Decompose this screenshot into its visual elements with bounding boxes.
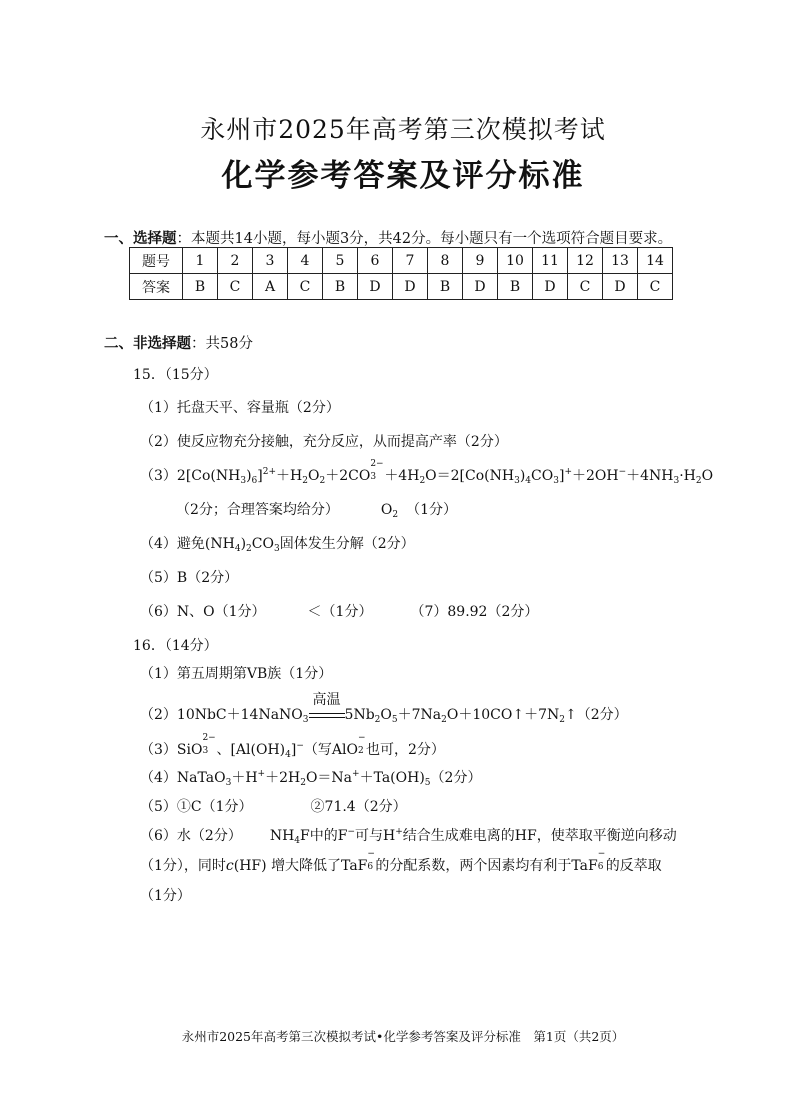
q15-answer-6: （6）N、O（1分） ＜（1分） （7）89.92（2分）	[140, 604, 539, 620]
q15-answer-4: （4）避免$(NH_4)_2CO_3$固体发生分解（2分）	[140, 536, 415, 554]
q15-title: 15．（15分）	[133, 367, 218, 383]
question-number-cell: 8	[428, 248, 463, 274]
doc-subtitle: 化学参考答案及评分标准	[221, 158, 585, 194]
answer-cell: D	[358, 274, 393, 300]
q16-answer-6-line2: （1分），同时c(HF) 增大降低了TaF − 6 的分配系数，两个因素均有利于TaF − 6 的反萃取	[140, 849, 662, 874]
q16-answer-6-line3: （1分）	[140, 888, 191, 904]
question-number-cell: 3	[253, 248, 288, 274]
section2-heading: 二、非选择题：共58分	[104, 336, 253, 352]
answer-cell: B	[183, 274, 218, 300]
answer-cell: B	[498, 274, 533, 300]
q15-answer-3-score: （2分；合理答案均给分） $O_2$ （1分）	[176, 502, 458, 520]
table-row	[130, 248, 673, 274]
question-number-cell: 14	[638, 248, 673, 274]
row-label-number: 题号	[130, 248, 183, 274]
table-row	[130, 274, 673, 300]
q16-answer-3: （3）SiO 2− 3 、$[Al(OH)_4]^-$（写AlO − 2 也可，2分）	[140, 733, 445, 760]
answer-cell: C	[218, 274, 253, 300]
answer-cell: D	[463, 274, 498, 300]
row-label-answer: 答案	[130, 274, 183, 300]
reaction-condition: 高温	[309, 703, 345, 723]
q15-answer-1: （1）托盘天平、容量瓶（2分）	[140, 400, 340, 416]
answer-cell: C	[568, 274, 603, 300]
q15-answer-5: （5）B（2分）	[140, 570, 239, 586]
q16-answer-4: $(4)NaTaO_3+H^++2H_2O=Na^++Ta(OH)_5(2$分）	[140, 769, 482, 788]
answer-cell: B	[323, 274, 358, 300]
answer-cell: A	[253, 274, 288, 300]
question-number-cell: 1	[183, 248, 218, 274]
answer-cell: C	[638, 274, 673, 300]
question-number-cell: 11	[533, 248, 568, 274]
question-number-cell: 2	[218, 248, 253, 274]
question-number-cell: 10	[498, 248, 533, 274]
answer-table	[129, 247, 673, 300]
question-number-cell: 5	[323, 248, 358, 274]
question-number-cell: 9	[463, 248, 498, 274]
question-number-cell: 12	[568, 248, 603, 274]
answer-cell: C	[288, 274, 323, 300]
answer-cell: B	[428, 274, 463, 300]
q15-answer-3-equation: $(3)2[Co(NH_3)_6]^{2+}+H_2O_2+2CO$ 2− 3 $+4H_2O=2[Co(NH_3)_4CO_3]^++2OH^-+4NH_3\cdot H_2O$	[140, 459, 714, 486]
q16-answer-6-line1: （6）水（2分） $NH_4F$中的F−可与H+结合生成难电离的HF，使萃取平衡逆向移动	[140, 827, 677, 846]
question-number-cell: 7	[393, 248, 428, 274]
exam-title: 永州市2025年高考第三次模拟考试	[200, 115, 606, 144]
page-footer: 永州市2025年高考第三次模拟考试•化学参考答案及评分标准 第1页（共2页）	[181, 1029, 625, 1044]
question-number-cell: 13	[603, 248, 638, 274]
q16-title: 16．（14分）	[133, 638, 218, 654]
answer-cell: D	[603, 274, 638, 300]
q16-answer-2-equation: （2）10NbC＋14NaNO$_3$ 高温 $5Nb_2O_5+7Na_2O+10CO↑+7N_2↑(2$分）	[140, 692, 628, 725]
question-number-cell: 4	[288, 248, 323, 274]
q16-answer-5: （5）①C（1分） ②71.4（2分）	[140, 799, 407, 815]
section1-heading: 一、选择题：本题共14小题，每小题3分，共42分。每小题只有一个选项符合题目要求。	[104, 231, 673, 247]
question-number-cell: 6	[358, 248, 393, 274]
answer-cell: D	[533, 274, 568, 300]
answer-cell: D	[393, 274, 428, 300]
q15-answer-2: （2）使反应物充分接触，充分反应，从而提高产率（2分）	[140, 434, 508, 450]
q16-answer-1: （1）第五周期第VB族（1分）	[140, 666, 333, 682]
